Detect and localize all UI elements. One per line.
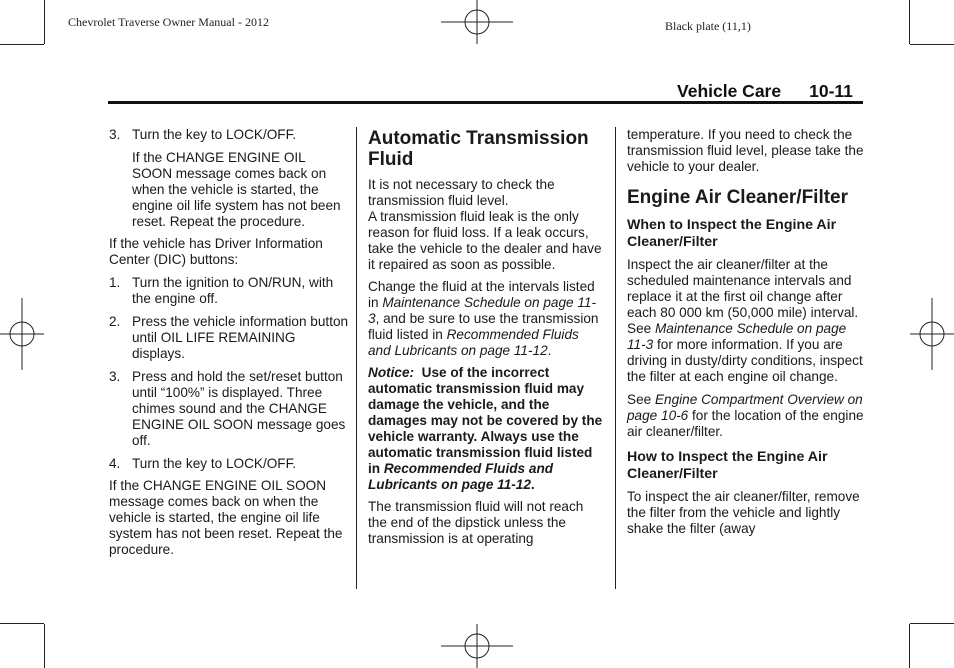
notice-paragraph: Notice: Use of the incorrect automatic transmission fluid may damage the vehicle, and the damages may not be covered by the vehicle warranty. Always use the automatic transmission fluid listed in Recommended Fluids and Lubricants on page 11-12.: [368, 365, 603, 492]
crop-mark-tl-v: [44, 0, 45, 44]
registration-mark-right: [910, 298, 954, 370]
paragraph: Change the fluid at the intervals listed in Maintenance Schedule on page 11-3, and be sure to use the transmission fluid listed in Recommended Fluids and Lubricants on page 11-12.: [368, 279, 599, 358]
column-1: [109, 127, 349, 558]
manual-title: Chevrolet Traverse Owner Manual - 2012: [68, 15, 269, 29]
paragraph: Inspect the air cleaner/filter at the scheduled maintenance intervals and replace it at the first oil change after each 80 000 km (50,000 mile) interval. See Maintenance Schedule on page 11-3 for more information. If you are driving in dusty/dirty conditions, inspect the filter at each engine oil change.: [627, 257, 863, 384]
list-item: 3. Press and hold the set/reset button until “100%” is displayed. Three chimes sound and the CHANGE ENGINE OIL SOON message goes off.: [109, 369, 346, 448]
paragraph: A transmission fluid leak is the only reason for fluid loss. If a leak occurs, take the vehicle to the dealer and have it repaired as soon as possible.: [368, 209, 602, 272]
cross-reference-link[interactable]: Engine Compartment Overview on page 10-6: [627, 392, 863, 423]
step-note: If the CHANGE ENGINE OIL SOON message comes back on when the vehicle is started, the engine oil life system has not been reset. Repeat the procedure.: [132, 150, 341, 229]
paragraph: The transmission fluid will not reach the end of the dipstick unless the transmission is at operating: [368, 499, 584, 546]
crop-mark-tl-h: [0, 44, 44, 45]
registration-mark-left: [0, 298, 44, 370]
column-3: [627, 127, 867, 537]
crop-mark-bl-h: [0, 623, 44, 624]
plate-label: Black plate (11,1): [665, 19, 751, 33]
list-item: 2. Press the vehicle information button until OIL LIFE REMAINING displays.: [109, 314, 349, 361]
cross-reference-link[interactable]: Recommended Fluids and Lubricants on page 11-12: [368, 461, 554, 492]
list-item: 4. Turn the key to LOCK/OFF.: [109, 456, 297, 471]
section-heading: Automatic Transmission Fluid: [368, 128, 589, 170]
list-item: 1. Turn the ignition to ON/RUN, with the engine off.: [109, 275, 334, 306]
crop-mark-tr-h: [910, 44, 954, 45]
paragraph: See Engine Compartment Overview on page 10-6 for the location of the engine air cleaner/filter.: [627, 392, 864, 439]
crop-mark-tr-v: [909, 0, 910, 44]
subheading: How to Inspect the Engine Air Cleaner/Filter: [627, 449, 828, 482]
paragraph: It is not necessary to check the transmission fluid level.: [368, 177, 555, 208]
cross-reference-link[interactable]: Maintenance Schedule on page 11-3: [627, 321, 847, 352]
dic-intro: If the vehicle has Driver Information Center (DIC) buttons:: [109, 236, 323, 267]
registration-mark-bottom: [441, 624, 513, 668]
registration-mark-top: [441, 0, 513, 44]
section-heading: Engine Air Cleaner/Filter: [627, 187, 849, 208]
column-divider-2: [615, 127, 616, 589]
closing-paragraph: If the CHANGE ENGINE OIL SOON message comes back on when the vehicle is started, the engine oil life system has not been reset. Repeat the procedure.: [109, 478, 343, 557]
header-rule: [108, 101, 863, 104]
page-header: [677, 81, 853, 102]
crop-mark-br-v: [909, 624, 910, 668]
cross-reference-link[interactable]: Recommended Fluids and Lubricants on page 11-12: [368, 327, 579, 358]
column-divider-1: [356, 127, 357, 589]
section-title: Vehicle Care: [677, 81, 782, 101]
subheading: When to Inspect the Engine Air Cleaner/Filter: [627, 217, 837, 250]
cross-reference-link[interactable]: Maintenance Schedule on page 11-3: [368, 295, 596, 326]
paragraph: To inspect the air cleaner/filter, remove the filter from the vehicle and lightly shake the filter (away: [627, 489, 860, 536]
crop-mark-bl-v: [44, 624, 45, 668]
paragraph: temperature. If you need to check the transmission fluid level, please take the vehicle to your dealer.: [627, 127, 864, 174]
list-item: 3. Turn the key to LOCK/OFF.: [109, 127, 297, 142]
page-number: 10-11: [809, 81, 853, 101]
notice-label: Notice:: [368, 365, 415, 380]
column-2: [368, 128, 604, 547]
crop-mark-br-h: [910, 623, 954, 624]
